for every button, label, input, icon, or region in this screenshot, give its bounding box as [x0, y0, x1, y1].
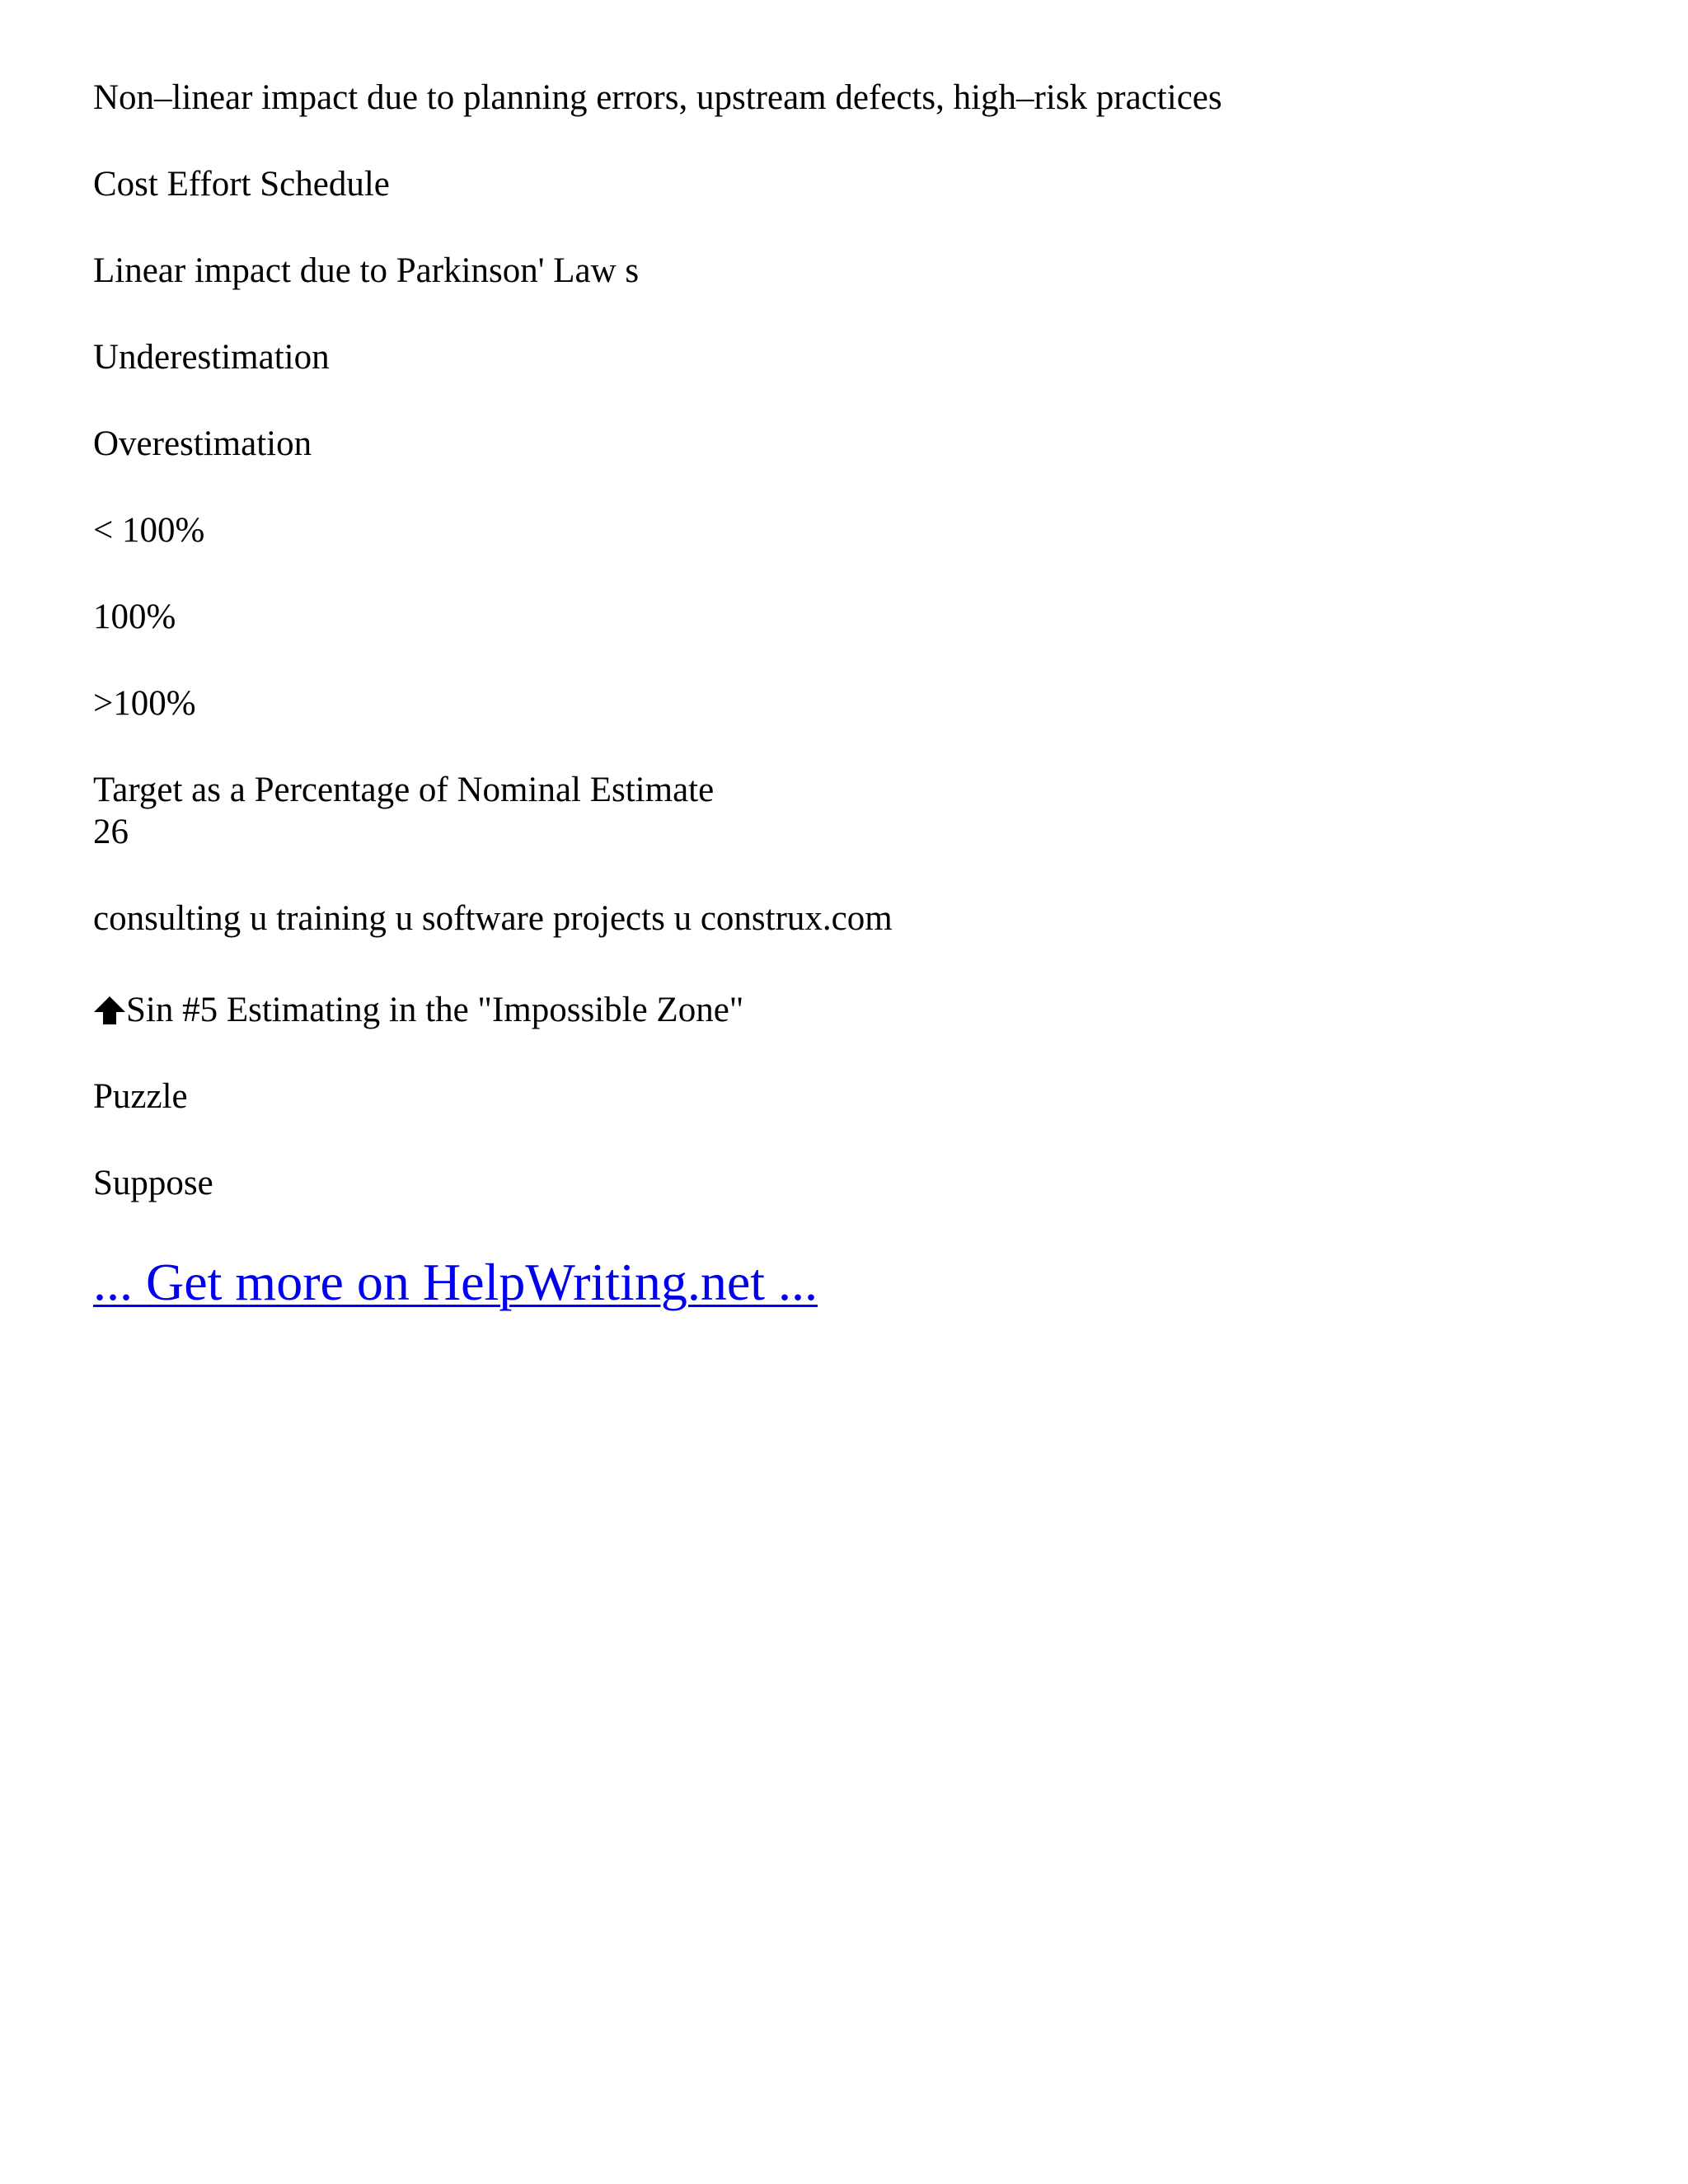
up-arrow-icon — [93, 996, 126, 1025]
text-less-than-100: < 100% — [93, 511, 205, 550]
text-underestimation: Underestimation — [93, 338, 330, 377]
text-target-percentage: Target as a Percentage of Nominal Estimate — [93, 771, 715, 809]
text-100: 100% — [93, 598, 176, 636]
text-puzzle: Puzzle — [93, 1077, 188, 1116]
text-nonlinear-impact: Non–linear impact due to planning errors, upstream defects, high–risk practices — [93, 78, 1222, 117]
heading-sin-5 — [93, 989, 743, 1032]
get-more-link[interactable]: ... Get more on HelpWriting.net ... — [93, 1253, 818, 1311]
text-overestimation: Overestimation — [93, 424, 312, 463]
page-number: 26 — [93, 813, 129, 851]
text-footer-consulting: consulting u training u software projects u construx.com — [93, 899, 893, 938]
text-linear-impact: Linear impact due to Parkinson' Law s — [93, 251, 640, 290]
heading-sin-5-text: Sin #5 Estimating in the "Impossible Zone" — [126, 991, 744, 1029]
text-greater-than-100: >100% — [93, 684, 196, 723]
text-suppose: Suppose — [93, 1164, 213, 1202]
text-cost-effort-schedule: Cost Effort Schedule — [93, 165, 390, 204]
